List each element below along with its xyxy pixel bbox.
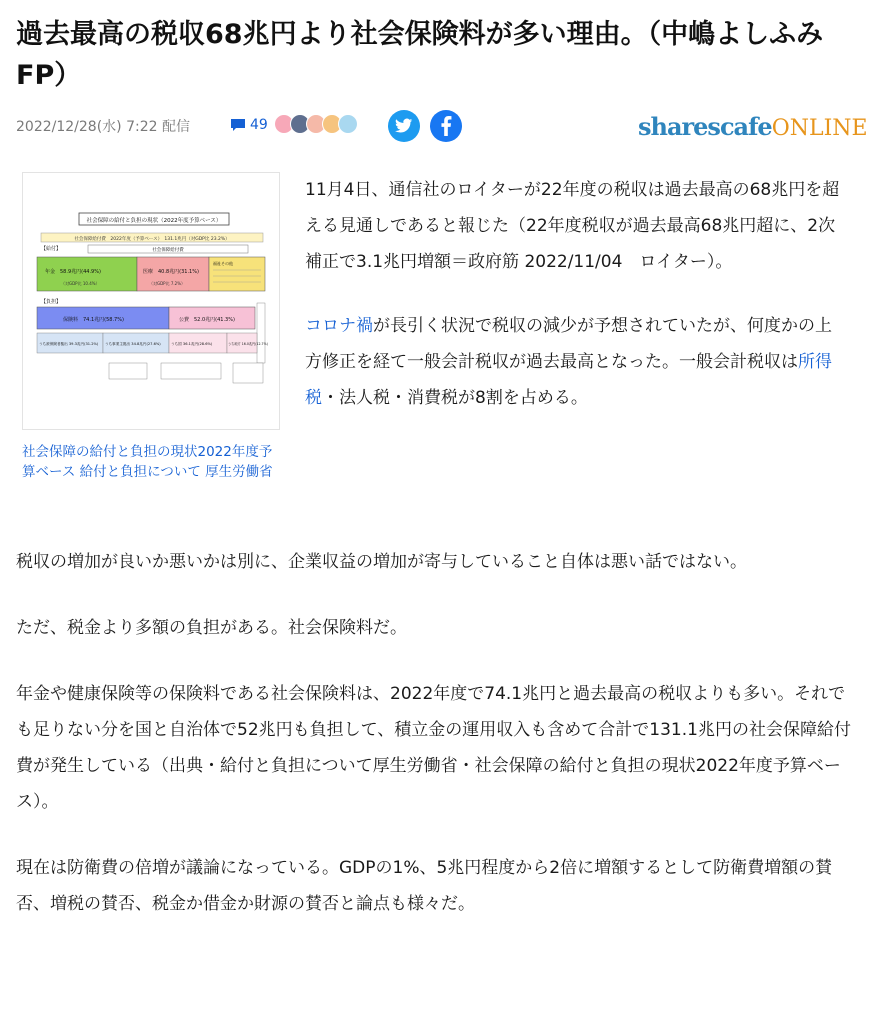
paragraph-6: 現在は防衛費の倍増が議論になっている。GDPの1%、5兆円程度から2倍に増額するとして防衛費増額の賛否、増税の賛否、税金か借金か財源の賛否と論点も様々だ。 bbox=[16, 858, 833, 914]
twitter-icon bbox=[395, 118, 413, 134]
link-income-tax[interactable]: 所得税 bbox=[305, 352, 832, 408]
twitter-share-button[interactable] bbox=[388, 110, 420, 142]
comment-count-link[interactable] bbox=[230, 117, 268, 133]
publisher-name-suffix: ONLINE bbox=[771, 116, 868, 141]
comment-icon bbox=[230, 118, 246, 133]
medical-gdp: （対GDP比 7.2%） bbox=[149, 281, 186, 286]
label-benefits: 【給付】 bbox=[41, 246, 62, 252]
figure-image[interactable] bbox=[22, 172, 280, 430]
diagram-title: 社会保障の給付と負担の現状（2022年度予算ベース） bbox=[86, 218, 222, 224]
article-intro bbox=[305, 172, 845, 444]
paragraph-1: 11月4日、通信社のロイターが22年度の税収は過去最高の68兆円を超える見通しであると報じた（22年度税収が過去最高68兆円超に、2次補正で3.1兆円増額＝政府筋 2022/11/04 ロイター）。 bbox=[305, 180, 840, 272]
paragraph-4: ただ、税金より多額の負担がある。社会保険料だ。 bbox=[16, 618, 407, 638]
paragraph-2-text-a: が長引く状況で税収の減少が予想されていたが、何度かの上方修正を経て一般会計税収が過去最高となった。一般会計税収は bbox=[305, 316, 832, 372]
figure-caption[interactable]: 社会保障の給付と負担の現状2022年度予算ベース 給付と負担について 厚生労働省 bbox=[22, 444, 273, 480]
facebook-icon bbox=[440, 116, 452, 136]
benefits-header: 社会保障給付費 bbox=[152, 248, 184, 253]
publisher-logo[interactable] bbox=[638, 112, 868, 141]
article-figure bbox=[22, 172, 280, 482]
article-body bbox=[16, 544, 856, 952]
insurance-label: 保険料 74.1兆円(58.7%) bbox=[63, 317, 124, 323]
facebook-share-button[interactable] bbox=[430, 110, 462, 142]
comment-count: 49 bbox=[250, 117, 268, 133]
publish-date: 2022/12/28(水) 7:22 配信 bbox=[16, 119, 190, 135]
public-label: 公費 52.0兆円(41.3%) bbox=[179, 317, 235, 323]
pension-gdp: （対GDP比 10.4%） bbox=[61, 281, 100, 286]
reaction-avatars[interactable] bbox=[278, 114, 358, 134]
avatar-lightblue-icon bbox=[338, 114, 358, 134]
local-label: うち地方 16.0兆円(12.7%) bbox=[228, 342, 268, 346]
welfare-label: 福祉その他 bbox=[213, 261, 233, 266]
link-corona[interactable]: コロナ禍 bbox=[305, 316, 373, 336]
pension-label: 年金 58.9兆円(44.9%) bbox=[45, 269, 101, 275]
publisher-name: sharescafe bbox=[638, 112, 772, 141]
paragraph-2-text-b: ・法人税・消費税が8割を占める。 bbox=[322, 388, 588, 408]
article-title: 過去最高の税収68兆円より社会保険料が多い理由。（中嶋よしふみFP） bbox=[16, 19, 824, 91]
diagram-total: 社会保障給付費 2022年度（予算ベース） 131.1兆円（対GDP比 23.2%） bbox=[74, 237, 230, 242]
employer-label: うち事業主拠出 34.8兆円(27.6%) bbox=[105, 342, 161, 346]
social-security-diagram bbox=[23, 173, 279, 429]
label-burden: 【負担】 bbox=[41, 299, 62, 305]
medical-label: 医療 40.8兆円(31.1%) bbox=[143, 269, 199, 275]
paragraph-2 bbox=[305, 308, 845, 416]
article-meta bbox=[16, 110, 868, 144]
share-buttons bbox=[388, 110, 462, 142]
insured-label: うち被保険者拠出 39.3兆円(31.2%) bbox=[39, 342, 99, 346]
national-label: うち国 36.1兆円(28.6%) bbox=[171, 342, 213, 346]
paragraph-5: 年金や健康保険等の保険料である社会保険料は、2022年度で74.1兆円と過去最高の税収よりも多い。それでも足りない分を国と自治体で52兆円も負担して、積立金の運用収入も含めて合計で131.1兆円の社会保障給付費が発生している（出典・給付と負担について厚生労働省・社会保障の給付と負担の現状2022年度予算ベース）。 bbox=[16, 684, 851, 812]
paragraph-3: 税収の増加が良いか悪いかは別に、企業収益の増加が寄与していること自体は悪い話ではない。 bbox=[16, 552, 747, 572]
